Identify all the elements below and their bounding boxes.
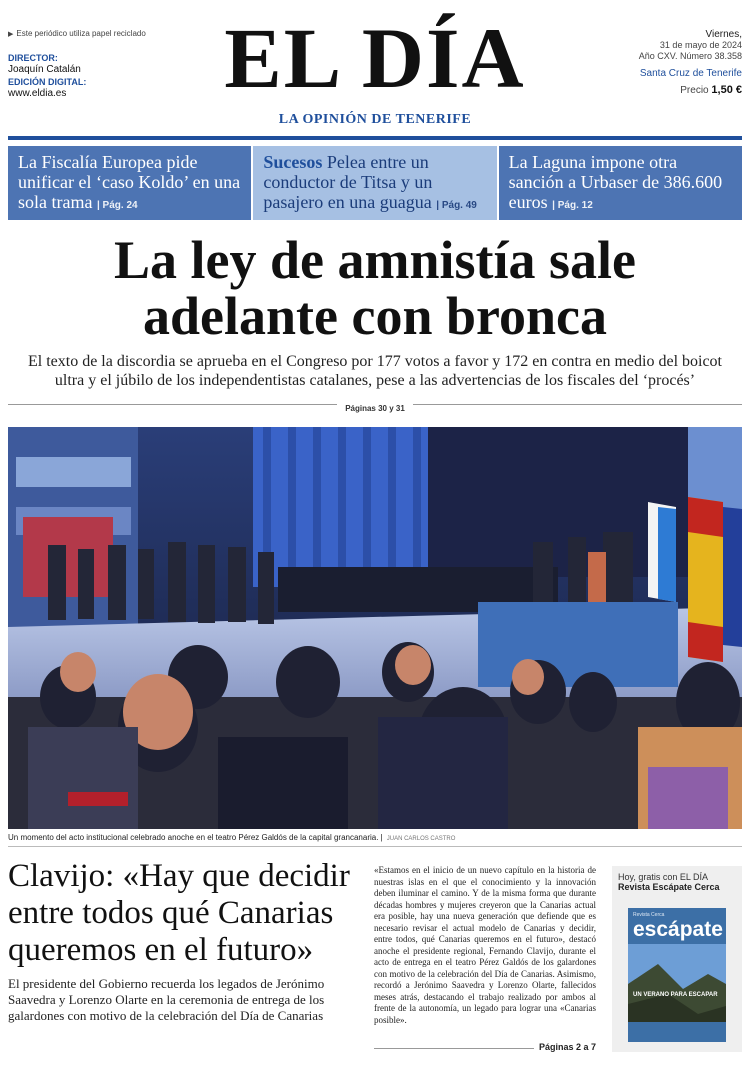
photo-caption: Un momento del acto institucional celebrado anoche en el teatro Pérez Galdós de la capital grancanaria. | JUAN CARLOS CASTRO [8, 833, 456, 842]
masthead [0, 0, 750, 138]
digital-label: EDICIÓN DIGITAL: [8, 77, 87, 87]
digital-url[interactable]: www.eldia.es [8, 88, 67, 99]
eco-note: ▶ Este periódico utiliza papel reciclado [8, 29, 146, 38]
tagline: LA OPINIÓN DE TENERIFE [278, 112, 472, 127]
masthead-rule [8, 136, 742, 140]
magazine-brand: escápate [633, 918, 723, 941]
lead-headline[interactable]: La ley de amnistía sale adelante con bronca [114, 230, 636, 346]
theater-ceremony-image [8, 427, 742, 829]
price: Precio 1,50 € [680, 84, 742, 96]
teaser-kicker: Sucesos [263, 152, 323, 172]
second-deck: El presidente del Gobierno recuerda los legados de Jerónimo Saavedra y Lorenzo Olarte en la ceremonia de entrega de los galardones con motivo de la celebración del Día de Canarias [8, 976, 325, 1023]
lead-pages: Páginas 30 y 31 [0, 398, 750, 416]
weekday: Viernes, [705, 29, 742, 40]
director-label: DIRECTOR: [8, 53, 58, 63]
teaser-la-laguna[interactable]: La Laguna impone otra sanción a Urbaser de 386.600 euros | Pág. 12 [499, 146, 742, 220]
second-headline[interactable]: Clavijo: «Hay que decidir entre todos qué Canarias queremos en el futuro» [8, 858, 350, 968]
magazine-cover[interactable] [628, 908, 726, 1042]
second-body: «Estamos en el inicio de un nuevo capítulo en la historia de nuestras islas en el que el conocimiento y la innovación deben iluminar el camino. Y de la misma forma que durante décadas hombres y mujeres creyeron que la Canarias actual era posible, hay una nueva generación que defiende que es necesario revisar el actual modelo de Canarias y decidir, entre todos, qué Canarias queremos en el futuro», destacó anoche el presidente regional, Fernando Clavijo, durante el acto de entrega en el teatro Pérez Galdós de los galardones con motivo de la celebración del Día de Canarias. Asimismo, recordó a Jerónimo Saavedra y Lorenzo Olarte, fallecidos meses atrás, destacando el trabajo realizado por ambos al frente de la autonomía, un legado para lograr una «Canarias posible». [374, 865, 596, 1025]
lead-photo[interactable] [8, 427, 742, 829]
issue-date: 31 de mayo de 2024 [659, 40, 742, 50]
teaser-sucesos[interactable]: Sucesos Pelea entre un conductor de Titsa y un pasajero en una guagua | Pág. 49 [253, 146, 496, 220]
magazine-cover-line: UN VERANO PARA ESCAPAR [633, 992, 718, 998]
city: Santa Cruz de Tenerife [639, 68, 742, 79]
edition-number: Año CXV. Número 38.358 [638, 51, 742, 61]
magazine-small-title: Revista Cerca [633, 912, 665, 918]
newspaper-logo: EL DÍA [224, 10, 526, 106]
teaser-bar [8, 146, 742, 220]
promo-line2: Revista Escápate Cerca [618, 882, 720, 892]
edition-info [639, 29, 742, 96]
caption-rule [8, 846, 742, 847]
teaser-fiscalia[interactable]: La Fiscalía Europea pide unificar el ‘caso Koldo’ en una sola trama | Pág. 24 [8, 146, 251, 220]
lead-deck: El texto de la discordia se aprueba en el Congreso por 177 votos a favor y 172 en contra en medio del boicot ultra y el júbilo de los independentistas catalanes, pese a las advertencias de los fiscales del ‘procés’ [27, 353, 722, 389]
director-name: Joaquín Catalán [8, 64, 81, 75]
second-pages: Páginas 2 a 7 [538, 1042, 596, 1052]
promo-line1: Hoy, gratis con EL DÍA [618, 872, 709, 882]
magazine-promo[interactable] [612, 866, 742, 1052]
play-icon: ▶ [8, 31, 14, 38]
photo-credit: JUAN CARLOS CASTRO [386, 836, 456, 842]
